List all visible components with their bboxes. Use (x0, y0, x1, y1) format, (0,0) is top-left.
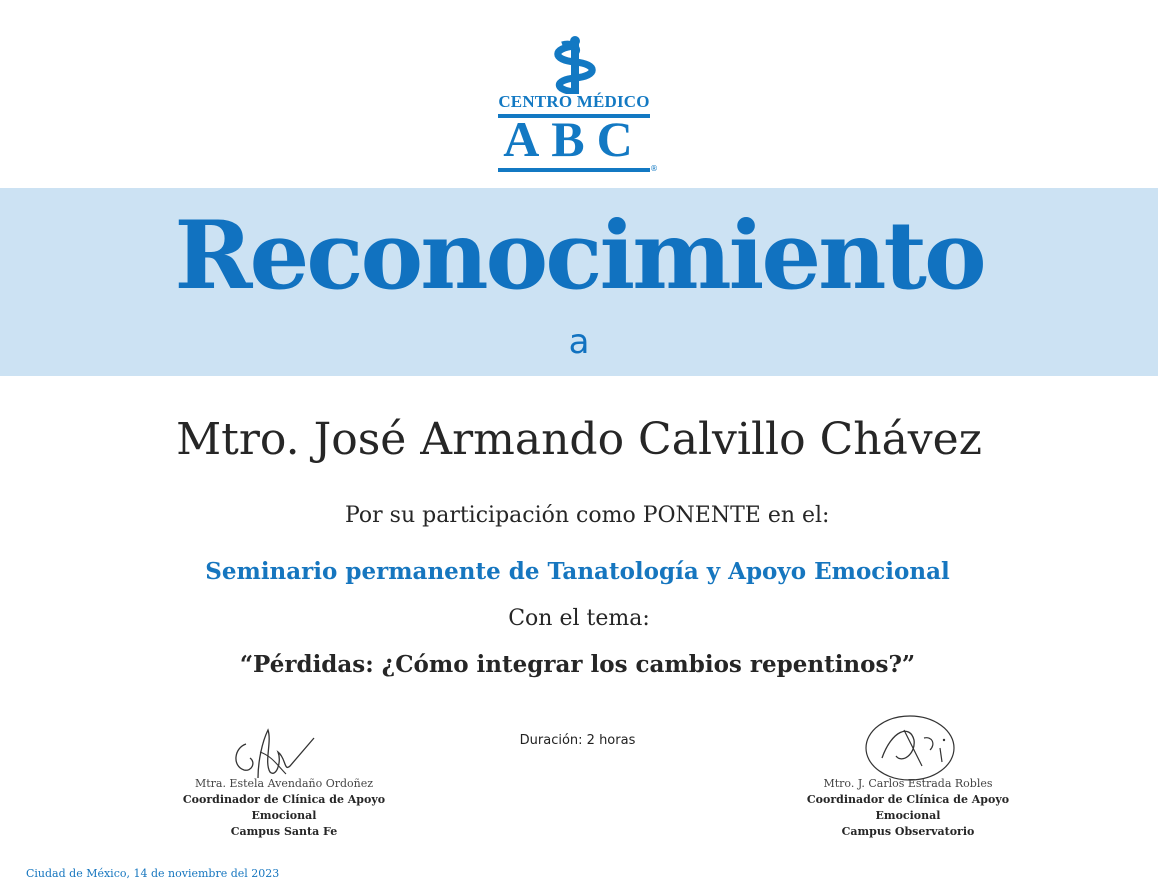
signer-right-role: Coordinador de Clínica de Apoyo Emocional (806, 793, 1010, 822)
logo-org-line1: CENTRO MÉDICO (498, 92, 650, 111)
participation-text: Por su participación como PONENTE en el: (345, 503, 830, 528)
event-name: Seminario permanente de Tanatología y Apoyo Emocional (205, 558, 950, 585)
registered-mark: ® (650, 164, 658, 173)
place-date: Ciudad de México, 14 de noviembre del 2023 (26, 867, 280, 880)
signer-left (154, 776, 414, 840)
recipient-name: Mtro. José Armando Calvillo Chávez (176, 414, 982, 465)
title-band (0, 188, 1158, 376)
signer-left-campus: Campus Santa Fe (230, 825, 338, 838)
logo-org-line2: ABC (503, 111, 645, 167)
signer-left-role: Coordinador de Clínica de Apoyo Emocional (182, 793, 386, 822)
abc-logo (496, 36, 662, 176)
signer-left-name: Mtra. Estela Avendaño Ordoñez (194, 777, 374, 790)
title-preposition: a (568, 322, 590, 362)
topic-label: Con el tema: (508, 606, 650, 631)
signature-left (228, 722, 318, 784)
duration-text: Duración: 2 horas (519, 733, 636, 748)
caduceus-icon (540, 36, 610, 94)
topic-title: “Pérdidas: ¿Cómo integrar los cambios repentinos?” (239, 651, 916, 678)
certificate-title: Reconocimiento (174, 201, 984, 311)
signer-right-campus: Campus Observatorio (841, 825, 975, 838)
signer-right-name: Mtro. J. Carlos Estrada Robles (823, 777, 993, 790)
logo-bar-bottom (498, 168, 650, 172)
signer-right (778, 776, 1038, 840)
